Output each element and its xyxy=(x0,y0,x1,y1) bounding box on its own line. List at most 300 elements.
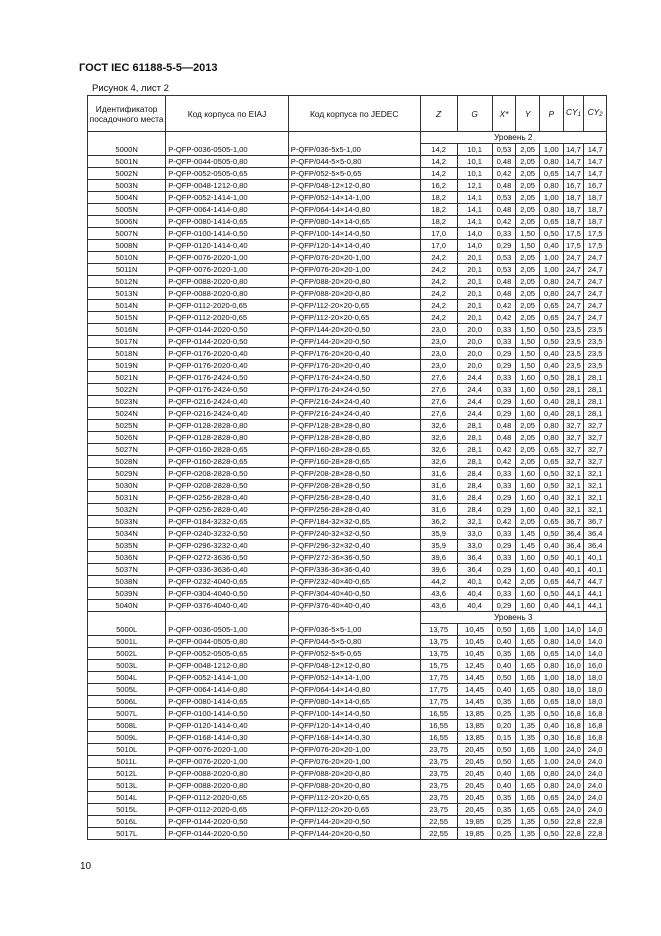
cell-y: 2,05 xyxy=(516,288,540,300)
cell-z: 24,2 xyxy=(420,276,457,288)
cell-eiaj: P-QFP-0052-0505-0,65 xyxy=(166,648,289,660)
cell-p: 0,65 xyxy=(539,456,563,468)
cell-p: 0,50 xyxy=(539,228,563,240)
cell-id: 5000L xyxy=(88,612,166,636)
cell-z: 24,2 xyxy=(420,252,457,264)
cell-g: 20,1 xyxy=(457,300,492,312)
cell-cy1: 24,7 xyxy=(563,276,584,288)
cell-jedec: P-QFP/160-28×28-0,65 xyxy=(288,444,420,456)
table-row xyxy=(88,252,607,264)
cell-y: 2,05 xyxy=(516,516,540,528)
cell-id: 5040N xyxy=(88,600,166,612)
cell-eiaj: P-QFP-0240-3232-0,50 xyxy=(166,528,289,540)
cell-g: 14,1 xyxy=(457,204,492,216)
col-header-g: G xyxy=(457,96,492,132)
cell-x: 0,50 xyxy=(492,756,516,768)
cell-y: 1,60 xyxy=(516,396,540,408)
cell-x: 0,40 xyxy=(492,684,516,696)
cell-cy2: 18,7 xyxy=(584,204,607,216)
cell-jedec: P-QFP/120-14×14-0,40 xyxy=(288,240,420,252)
cell-x: 0,35 xyxy=(492,792,516,804)
cell-jedec: P-QFP/176-24×24-0,50 xyxy=(288,384,420,396)
cell-cy1: 32,7 xyxy=(563,444,584,456)
cell-p: 0,80 xyxy=(539,780,563,792)
cell-id: 5006L xyxy=(88,696,166,708)
cell-p: 0,65 xyxy=(539,576,563,588)
cell-jedec: P-QFP/208-28×28-0,50 xyxy=(288,480,420,492)
cell-cy2: 32,7 xyxy=(584,444,607,456)
cell-jedec: P-QFP/184-32×32-0,65 xyxy=(288,516,420,528)
cell-cy1: 36,4 xyxy=(563,528,584,540)
cell-p: 0,50 xyxy=(539,384,563,396)
cell-z: 23,0 xyxy=(420,360,457,372)
table-row xyxy=(88,528,607,540)
cell-g: 20,45 xyxy=(457,780,492,792)
cell-cy2: 28,1 xyxy=(584,408,607,420)
cell-g: 20,45 xyxy=(457,804,492,816)
cell-y: 1,60 xyxy=(516,504,540,516)
cell-cy1: 23,5 xyxy=(563,324,584,336)
cell-g: 14,0 xyxy=(457,228,492,240)
cell-eiaj: P-QFP-0088-2020-0,80 xyxy=(166,288,289,300)
cell-z: 31,6 xyxy=(420,468,457,480)
cell-x: 0,33 xyxy=(492,588,516,600)
cell-g: 14,1 xyxy=(457,216,492,228)
cell-jedec: P-QFP/336-36×36-0,40 xyxy=(288,564,420,576)
table-row xyxy=(88,516,607,528)
cell-cy2: 14,7 xyxy=(584,144,607,156)
cell-y: 1,65 xyxy=(516,804,540,816)
cell-x: 0,42 xyxy=(492,456,516,468)
cell-id: 5012L xyxy=(88,768,166,780)
cell-cy1: 14,0 xyxy=(563,636,584,648)
cell-cy1: 24,7 xyxy=(563,300,584,312)
cell-y: 1,60 xyxy=(516,564,540,576)
cell-jedec: P-QFP/044-5×5-0,80 xyxy=(288,156,420,168)
cell-eiaj: P-QFP-0036-0505-1,00 xyxy=(166,132,289,156)
cell-eiaj: P-QFP-0036-0505-1,00 xyxy=(166,612,289,636)
cell-jedec: P-QFP/144-20×20-0,50 xyxy=(288,816,420,828)
cell-y: 1,65 xyxy=(516,744,540,756)
cell-eiaj: P-QFP-0304-4040-0,50 xyxy=(166,588,289,600)
cell-cy2: 28,1 xyxy=(584,372,607,384)
cell-z: 18,2 xyxy=(420,204,457,216)
col-header-p: P xyxy=(539,96,563,132)
cell-p: 0,80 xyxy=(539,636,563,648)
cell-y: 1,65 xyxy=(516,792,540,804)
cell-p: 0,80 xyxy=(539,420,563,432)
cell-eiaj: P-QFP-0120-1414-0,40 xyxy=(166,240,289,252)
cell-y: 2,05 xyxy=(516,192,540,204)
cell-id: 5004L xyxy=(88,672,166,684)
cell-id: 5017N xyxy=(88,336,166,348)
cell-eiaj: P-QFP-0052-0505-0,65 xyxy=(166,168,289,180)
cell-eiaj: P-QFP-0064-1414-0,80 xyxy=(166,684,289,696)
cell-x: 0,29 xyxy=(492,396,516,408)
cell-cy2: 36,7 xyxy=(584,516,607,528)
cell-cy2: 24,7 xyxy=(584,252,607,264)
cell-cy1: 23,5 xyxy=(563,348,584,360)
cell-cy2: 44,1 xyxy=(584,600,607,612)
cell-jedec: P-QFP/128-28×28-0,80 xyxy=(288,420,420,432)
cell-g: 24,4 xyxy=(457,396,492,408)
table-row xyxy=(88,276,607,288)
cell-z: 23,75 xyxy=(420,780,457,792)
section-title: Уровень 2 xyxy=(420,132,606,144)
cell-y: 1,45 xyxy=(516,540,540,552)
table-row xyxy=(88,768,607,780)
cell-eiaj: P-QFP-0160-2828-0,65 xyxy=(166,456,289,468)
cell-cy1: 18,7 xyxy=(563,204,584,216)
cell-jedec: P-QFP/052-5×5-0,65 xyxy=(288,648,420,660)
col-header-z: Z xyxy=(420,96,457,132)
table-row xyxy=(88,492,607,504)
cell-z: 35,9 xyxy=(420,540,457,552)
cell-eiaj: P-QFP-0336-3636-0,40 xyxy=(166,564,289,576)
cell-jedec: P-QFP/176-20×20-0,40 xyxy=(288,348,420,360)
cell-g: 20,1 xyxy=(457,288,492,300)
cell-eiaj: P-QFP-0088-2020-0,80 xyxy=(166,768,289,780)
cell-p: 0,40 xyxy=(539,564,563,576)
cell-cy1: 28,1 xyxy=(563,396,584,408)
cell-cy2: 36,4 xyxy=(584,540,607,552)
cell-g: 20,0 xyxy=(457,348,492,360)
cell-y: 1,60 xyxy=(516,588,540,600)
cell-cy1: 44,7 xyxy=(563,576,584,588)
cell-cy2: 28,1 xyxy=(584,384,607,396)
cell-y: 1,60 xyxy=(516,468,540,480)
cell-eiaj: P-QFP-0256-2828-0,40 xyxy=(166,492,289,504)
cell-z: 18,2 xyxy=(420,216,457,228)
cell-z: 27,6 xyxy=(420,372,457,384)
table-row xyxy=(88,168,607,180)
cell-y: 1,65 xyxy=(516,660,540,672)
cell-z: 43,6 xyxy=(420,600,457,612)
table-row xyxy=(88,756,607,768)
cell-cy1: 36,4 xyxy=(563,540,584,552)
cell-y: 1,65 xyxy=(516,684,540,696)
cell-p: 0,50 xyxy=(539,324,563,336)
cell-x: 0,42 xyxy=(492,312,516,324)
cell-cy2: 16,8 xyxy=(584,732,607,744)
cell-jedec: P-QFP/076-20×20-1,00 xyxy=(288,264,420,276)
cell-y: 1,65 xyxy=(516,768,540,780)
cell-cy1: 40,1 xyxy=(563,552,584,564)
cell-g: 14,1 xyxy=(457,192,492,204)
cell-z: 17,75 xyxy=(420,672,457,684)
cell-id: 5015N xyxy=(88,312,166,324)
table-row xyxy=(88,648,607,660)
cell-cy2: 24,7 xyxy=(584,288,607,300)
cell-z: 32,6 xyxy=(420,444,457,456)
cell-p: 0,80 xyxy=(539,660,563,672)
cell-cy1: 44,1 xyxy=(563,600,584,612)
cell-x: 0,42 xyxy=(492,444,516,456)
cell-y: 1,50 xyxy=(516,228,540,240)
table-row xyxy=(88,504,607,516)
cell-cy1: 18,7 xyxy=(563,216,584,228)
cell-g: 28,4 xyxy=(457,468,492,480)
cell-y: 1,65 xyxy=(516,672,540,684)
cell-p: 1,00 xyxy=(539,744,563,756)
table-row xyxy=(88,672,607,684)
cell-y: 2,05 xyxy=(516,252,540,264)
cell-x: 0,29 xyxy=(492,240,516,252)
table-row xyxy=(88,336,607,348)
table-row xyxy=(88,228,607,240)
cell-cy2: 14,0 xyxy=(584,624,607,636)
table-row xyxy=(88,564,607,576)
cell-y: 1,50 xyxy=(516,348,540,360)
cell-g: 20,0 xyxy=(457,324,492,336)
cell-eiaj: P-QFP-0144-2020-0,50 xyxy=(166,324,289,336)
cell-eiaj: P-QFP-0216-2424-0,40 xyxy=(166,396,289,408)
figure-caption: Рисунок 4, лист 2 xyxy=(92,83,169,94)
cell-cy2: 32,7 xyxy=(584,432,607,444)
cell-cy2: 18,7 xyxy=(584,192,607,204)
cell-z: 23,75 xyxy=(420,804,457,816)
cell-g: 10,45 xyxy=(457,636,492,648)
cell-eiaj: P-QFP-0232-4040-0,65 xyxy=(166,576,289,588)
cell-cy1: 24,0 xyxy=(563,792,584,804)
table-row xyxy=(88,600,607,612)
table-row xyxy=(88,396,607,408)
cell-id: 5003N xyxy=(88,180,166,192)
cell-x: 0,50 xyxy=(492,624,516,636)
cell-p: 0,50 xyxy=(539,468,563,480)
cell-jedec: P-QFP/216-24×24-0,40 xyxy=(288,396,420,408)
cell-p: 1,00 xyxy=(539,264,563,276)
cell-z: 24,2 xyxy=(420,264,457,276)
cell-jedec: P-QFP/256-28×28-0,40 xyxy=(288,504,420,516)
cell-g: 24,4 xyxy=(457,372,492,384)
cell-id: 5035N xyxy=(88,540,166,552)
cell-cy2: 24,0 xyxy=(584,756,607,768)
cell-y: 2,05 xyxy=(516,264,540,276)
cell-p: 0,80 xyxy=(539,276,563,288)
cell-cy2: 36,4 xyxy=(584,528,607,540)
cell-g: 28,1 xyxy=(457,420,492,432)
cell-id: 5030N xyxy=(88,480,166,492)
cell-x: 0,33 xyxy=(492,228,516,240)
table-row xyxy=(88,720,607,732)
cell-y: 1,65 xyxy=(516,780,540,792)
table-row xyxy=(88,456,607,468)
cell-id: 5024N xyxy=(88,408,166,420)
cell-cy2: 24,0 xyxy=(584,744,607,756)
cell-x: 0,20 xyxy=(492,720,516,732)
cell-eiaj: P-QFP-0048-1212-0,80 xyxy=(166,660,289,672)
cell-p: 0,40 xyxy=(539,540,563,552)
cell-id: 5038N xyxy=(88,576,166,588)
cell-p: 0,80 xyxy=(539,288,563,300)
cell-cy2: 24,0 xyxy=(584,780,607,792)
table-row xyxy=(88,156,607,168)
cell-cy2: 17,5 xyxy=(584,228,607,240)
cell-eiaj: P-QFP-0160-2828-0,65 xyxy=(166,444,289,456)
cell-jedec: P-QFP/036-5×5-1,00 xyxy=(288,612,420,636)
cell-id: 5016L xyxy=(88,816,166,828)
cell-g: 20,1 xyxy=(457,252,492,264)
table-row xyxy=(88,312,607,324)
cell-cy2: 24,0 xyxy=(584,768,607,780)
table-row xyxy=(88,636,607,648)
cell-jedec: P-QFP/088-20×20-0,80 xyxy=(288,276,420,288)
cell-id: 5011N xyxy=(88,264,166,276)
cell-x: 0,33 xyxy=(492,528,516,540)
cell-id: 5001N xyxy=(88,156,166,168)
cell-id: 5037N xyxy=(88,564,166,576)
cell-cy2: 16,7 xyxy=(584,180,607,192)
cell-z: 16,55 xyxy=(420,732,457,744)
cell-jedec: P-QFP/112-20×20-0,65 xyxy=(288,804,420,816)
table-row xyxy=(88,684,607,696)
cell-x: 0,48 xyxy=(492,420,516,432)
cell-g: 40,4 xyxy=(457,588,492,600)
cell-z: 16,2 xyxy=(420,180,457,192)
cell-cy2: 23,5 xyxy=(584,360,607,372)
cell-x: 0,29 xyxy=(492,540,516,552)
cell-eiaj: P-QFP-0176-2020-0,40 xyxy=(166,348,289,360)
cell-p: 0,65 xyxy=(539,312,563,324)
cell-g: 40,1 xyxy=(457,576,492,588)
cell-id: 5027N xyxy=(88,444,166,456)
cell-g: 33,0 xyxy=(457,540,492,552)
cell-x: 0,48 xyxy=(492,156,516,168)
cell-cy2: 23,5 xyxy=(584,348,607,360)
cell-z: 16,55 xyxy=(420,708,457,720)
cell-cy1: 32,7 xyxy=(563,456,584,468)
cell-eiaj: P-QFP-0112-2020-0,65 xyxy=(166,804,289,816)
cell-jedec: P-QFP/080-14×14-0,65 xyxy=(288,216,420,228)
cell-id: 5017L xyxy=(88,828,166,840)
cell-id: 5013N xyxy=(88,288,166,300)
cell-g: 12,45 xyxy=(457,660,492,672)
cell-p: 0,50 xyxy=(539,336,563,348)
cell-cy1: 32,1 xyxy=(563,492,584,504)
cell-z: 13,75 xyxy=(420,636,457,648)
cell-cy1: 32,7 xyxy=(563,420,584,432)
cell-z: 24,2 xyxy=(420,288,457,300)
table-row xyxy=(88,216,607,228)
cell-cy1: 14,0 xyxy=(563,624,584,636)
cell-p: 0,50 xyxy=(539,588,563,600)
cell-p: 0,30 xyxy=(539,732,563,744)
cell-y: 1,65 xyxy=(516,636,540,648)
cell-x: 0,35 xyxy=(492,696,516,708)
cell-cy2: 40,1 xyxy=(584,552,607,564)
cell-y: 2,05 xyxy=(516,432,540,444)
table-row xyxy=(88,204,607,216)
table-row xyxy=(88,444,607,456)
cell-z: 32,6 xyxy=(420,432,457,444)
cell-cy1: 36,7 xyxy=(563,516,584,528)
cell-jedec: P-QFP/048-12×12-0,80 xyxy=(288,180,420,192)
cell-g: 36,4 xyxy=(457,564,492,576)
cell-id: 5006N xyxy=(88,216,166,228)
cell-x: 0,42 xyxy=(492,300,516,312)
cell-id: 5012N xyxy=(88,276,166,288)
cell-g: 24,4 xyxy=(457,384,492,396)
table-row xyxy=(88,744,607,756)
cell-cy2: 24,7 xyxy=(584,300,607,312)
cell-cy2: 24,0 xyxy=(584,804,607,816)
cell-cy2: 14,0 xyxy=(584,636,607,648)
cell-x: 0,40 xyxy=(492,768,516,780)
cell-id: 5031N xyxy=(88,492,166,504)
cell-x: 0,42 xyxy=(492,216,516,228)
col-header-jedec: Код корпуса по JEDEC xyxy=(288,96,420,132)
cell-p: 0,65 xyxy=(539,804,563,816)
cell-eiaj: P-QFP-0296-3232-0,40 xyxy=(166,540,289,552)
cell-jedec: P-QFP/048-12×12-0,80 xyxy=(288,660,420,672)
cell-p: 0,65 xyxy=(539,300,563,312)
cell-z: 27,6 xyxy=(420,408,457,420)
cell-z: 22,55 xyxy=(420,828,457,840)
cell-y: 1,60 xyxy=(516,372,540,384)
cell-z: 14,2 xyxy=(420,168,457,180)
cell-p: 1,00 xyxy=(539,144,563,156)
cell-cy1: 28,1 xyxy=(563,372,584,384)
cell-cy2: 28,1 xyxy=(584,396,607,408)
col-header-id: Идентификатор посадочного места xyxy=(88,96,166,132)
cell-y: 1,50 xyxy=(516,240,540,252)
cell-y: 2,05 xyxy=(516,576,540,588)
cell-eiaj: P-QFP-0376-4040-0,40 xyxy=(166,600,289,612)
cell-z: 22,55 xyxy=(420,816,457,828)
cell-jedec: P-QFP/088-20×20-0,80 xyxy=(288,288,420,300)
cell-z: 23,75 xyxy=(420,768,457,780)
cell-z: 16,55 xyxy=(420,720,457,732)
cell-g: 20,0 xyxy=(457,360,492,372)
cell-cy2: 24,7 xyxy=(584,264,607,276)
cell-x: 0,33 xyxy=(492,324,516,336)
cell-g: 33,0 xyxy=(457,528,492,540)
cell-id: 5039N xyxy=(88,588,166,600)
cell-cy1: 22,8 xyxy=(563,816,584,828)
cell-z: 14,2 xyxy=(420,156,457,168)
cell-jedec: P-QFP/112-20×20-0,65 xyxy=(288,300,420,312)
cell-g: 20,1 xyxy=(457,312,492,324)
cell-cy1: 14,7 xyxy=(563,156,584,168)
cell-eiaj: P-QFP-0128-2828-0,80 xyxy=(166,420,289,432)
cell-id: 5000N xyxy=(88,132,166,156)
cell-p: 0,80 xyxy=(539,768,563,780)
cell-cy1: 32,1 xyxy=(563,480,584,492)
cell-cy1: 14,0 xyxy=(563,648,584,660)
cell-x: 0,50 xyxy=(492,744,516,756)
cell-y: 1,60 xyxy=(516,480,540,492)
cell-jedec: P-QFP/120-14×14-0,40 xyxy=(288,720,420,732)
cell-y: 2,05 xyxy=(516,444,540,456)
cell-g: 20,0 xyxy=(457,336,492,348)
cell-z: 27,6 xyxy=(420,384,457,396)
cell-jedec: P-QFP/176-20×20-0,40 xyxy=(288,360,420,372)
cell-id: 5022N xyxy=(88,384,166,396)
cell-g: 10,45 xyxy=(457,648,492,660)
cell-z: 13,75 xyxy=(420,624,457,636)
cell-eiaj: P-QFP-0080-1414-0,65 xyxy=(166,696,289,708)
cell-y: 1,60 xyxy=(516,384,540,396)
cell-cy2: 32,1 xyxy=(584,480,607,492)
cell-jedec: P-QFP/144-20×20-0,50 xyxy=(288,336,420,348)
cell-x: 0,33 xyxy=(492,480,516,492)
cell-z: 15,75 xyxy=(420,660,457,672)
cell-z: 17,0 xyxy=(420,228,457,240)
cell-g: 20,1 xyxy=(457,276,492,288)
cell-cy2: 16,8 xyxy=(584,708,607,720)
cell-cy2: 16,0 xyxy=(584,660,607,672)
